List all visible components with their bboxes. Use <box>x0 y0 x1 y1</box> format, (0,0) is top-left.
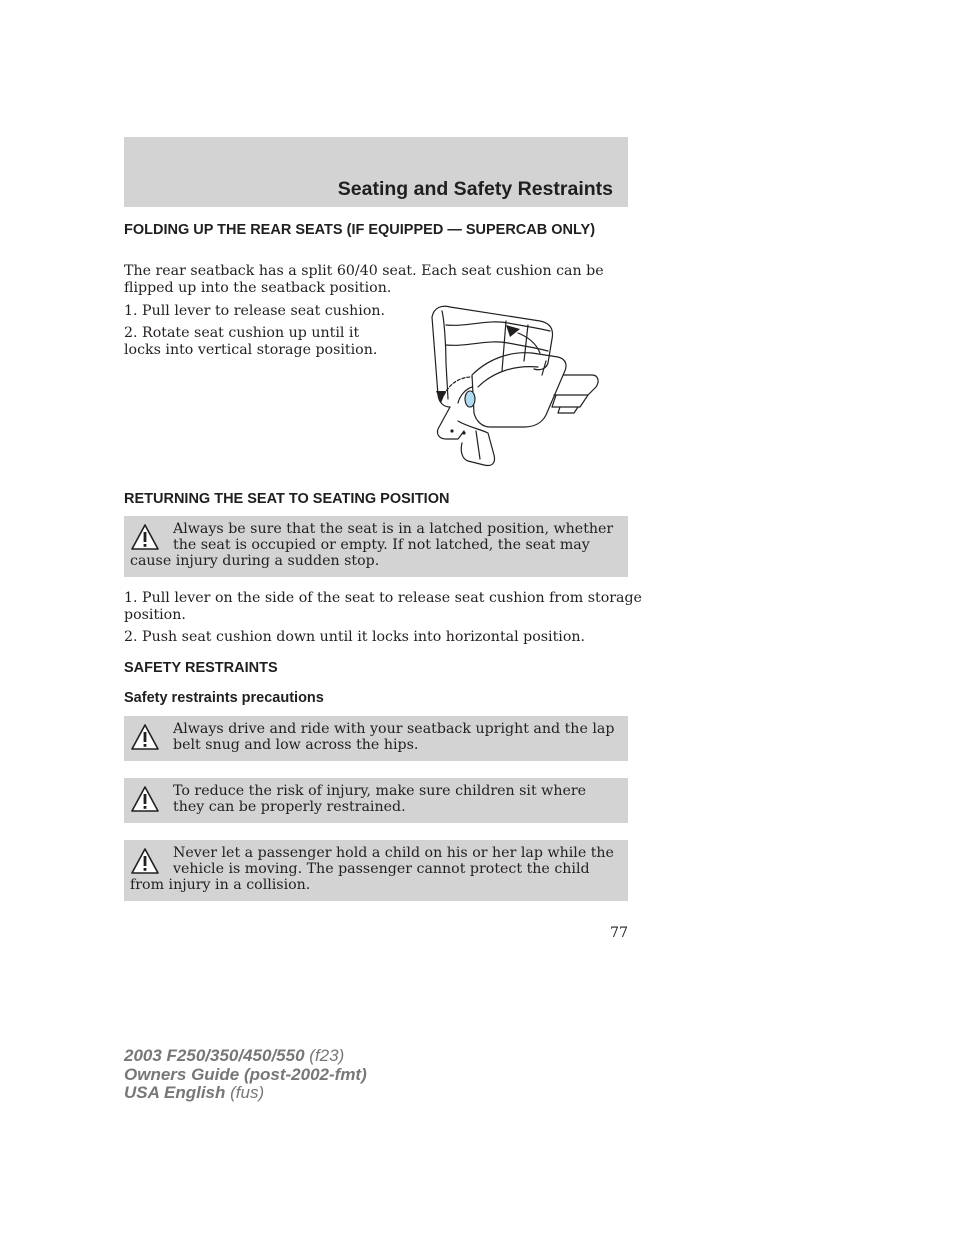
footer-model-code: (f23) <box>304 1046 345 1065</box>
warning-text-seatback: Always drive and ride with your seatback upright and the lap belt snug and low across the hips. <box>173 721 615 753</box>
warning-box-seatback <box>124 716 628 761</box>
folding-step-2-line2: locks into vertical storage position. <box>124 342 378 358</box>
warning-text-children: To reduce the risk of injury, make sure children sit where they can be properly restrained. <box>173 783 587 815</box>
folding-intro-line1: The rear seatback has a split 60/40 seat. Each seat cushion can be <box>124 263 604 279</box>
warning-text-lap-child: Never let a passenger hold a child on his or her lap while the vehicle is moving. The passenger cannot protect the child from injury in a collision. <box>130 845 614 893</box>
footer-guide: Owners Guide (post-2002-fmt) <box>124 1064 367 1084</box>
warning-triangle-icon <box>130 845 160 877</box>
warning-triangle-icon <box>130 783 160 815</box>
returning-heading: RETURNING THE SEAT TO SEATING POSITION <box>124 491 450 507</box>
warning-triangle-icon <box>130 721 160 753</box>
warning-box-latch <box>124 516 628 577</box>
page-number: 77 <box>609 925 628 941</box>
section-title: Seating and Safety Restraints <box>337 178 613 200</box>
warning-text-latch: Always be sure that the seat is in a latched position, whether the seat is occupied or empty. If not latched, the seat may cause injury during a sudden stop. <box>130 521 614 569</box>
warning-box-children <box>124 778 628 823</box>
returning-step-1-line1: 1. Pull lever on the side of the seat to release seat cushion from storage <box>124 590 642 606</box>
document-footer <box>124 1047 367 1103</box>
returning-step-2: 2. Push seat cushion down until it locks into horizontal position. <box>124 629 586 645</box>
warning-triangle-icon <box>130 521 160 553</box>
folding-step-2-line1: 2. Rotate seat cushion up until it <box>124 325 360 341</box>
safety-subheading: Safety restraints precautions <box>124 690 324 706</box>
section-header-band <box>124 137 628 207</box>
folding-intro-line2: flipped up into the seatback position. <box>124 280 392 296</box>
folding-step-1: 1. Pull lever to release seat cushion. <box>124 303 386 319</box>
footer-line-guide <box>124 1066 367 1085</box>
returning-step-1-line2: position. <box>124 607 186 623</box>
safety-heading: SAFETY RESTRAINTS <box>124 660 278 676</box>
footer-line-model <box>124 1047 367 1066</box>
folding-heading: FOLDING UP THE REAR SEATS (IF EQUIPPED — SUPERCAB ONLY) <box>124 222 596 238</box>
footer-language-code: (fus) <box>225 1083 265 1102</box>
warning-box-lap-child <box>124 840 628 901</box>
footer-line-language <box>124 1084 367 1103</box>
footer-model: 2003 F250/350/450/550 <box>124 1046 305 1065</box>
footer-language: USA English <box>124 1083 226 1102</box>
rear-seat-fold-illustration <box>428 303 602 469</box>
